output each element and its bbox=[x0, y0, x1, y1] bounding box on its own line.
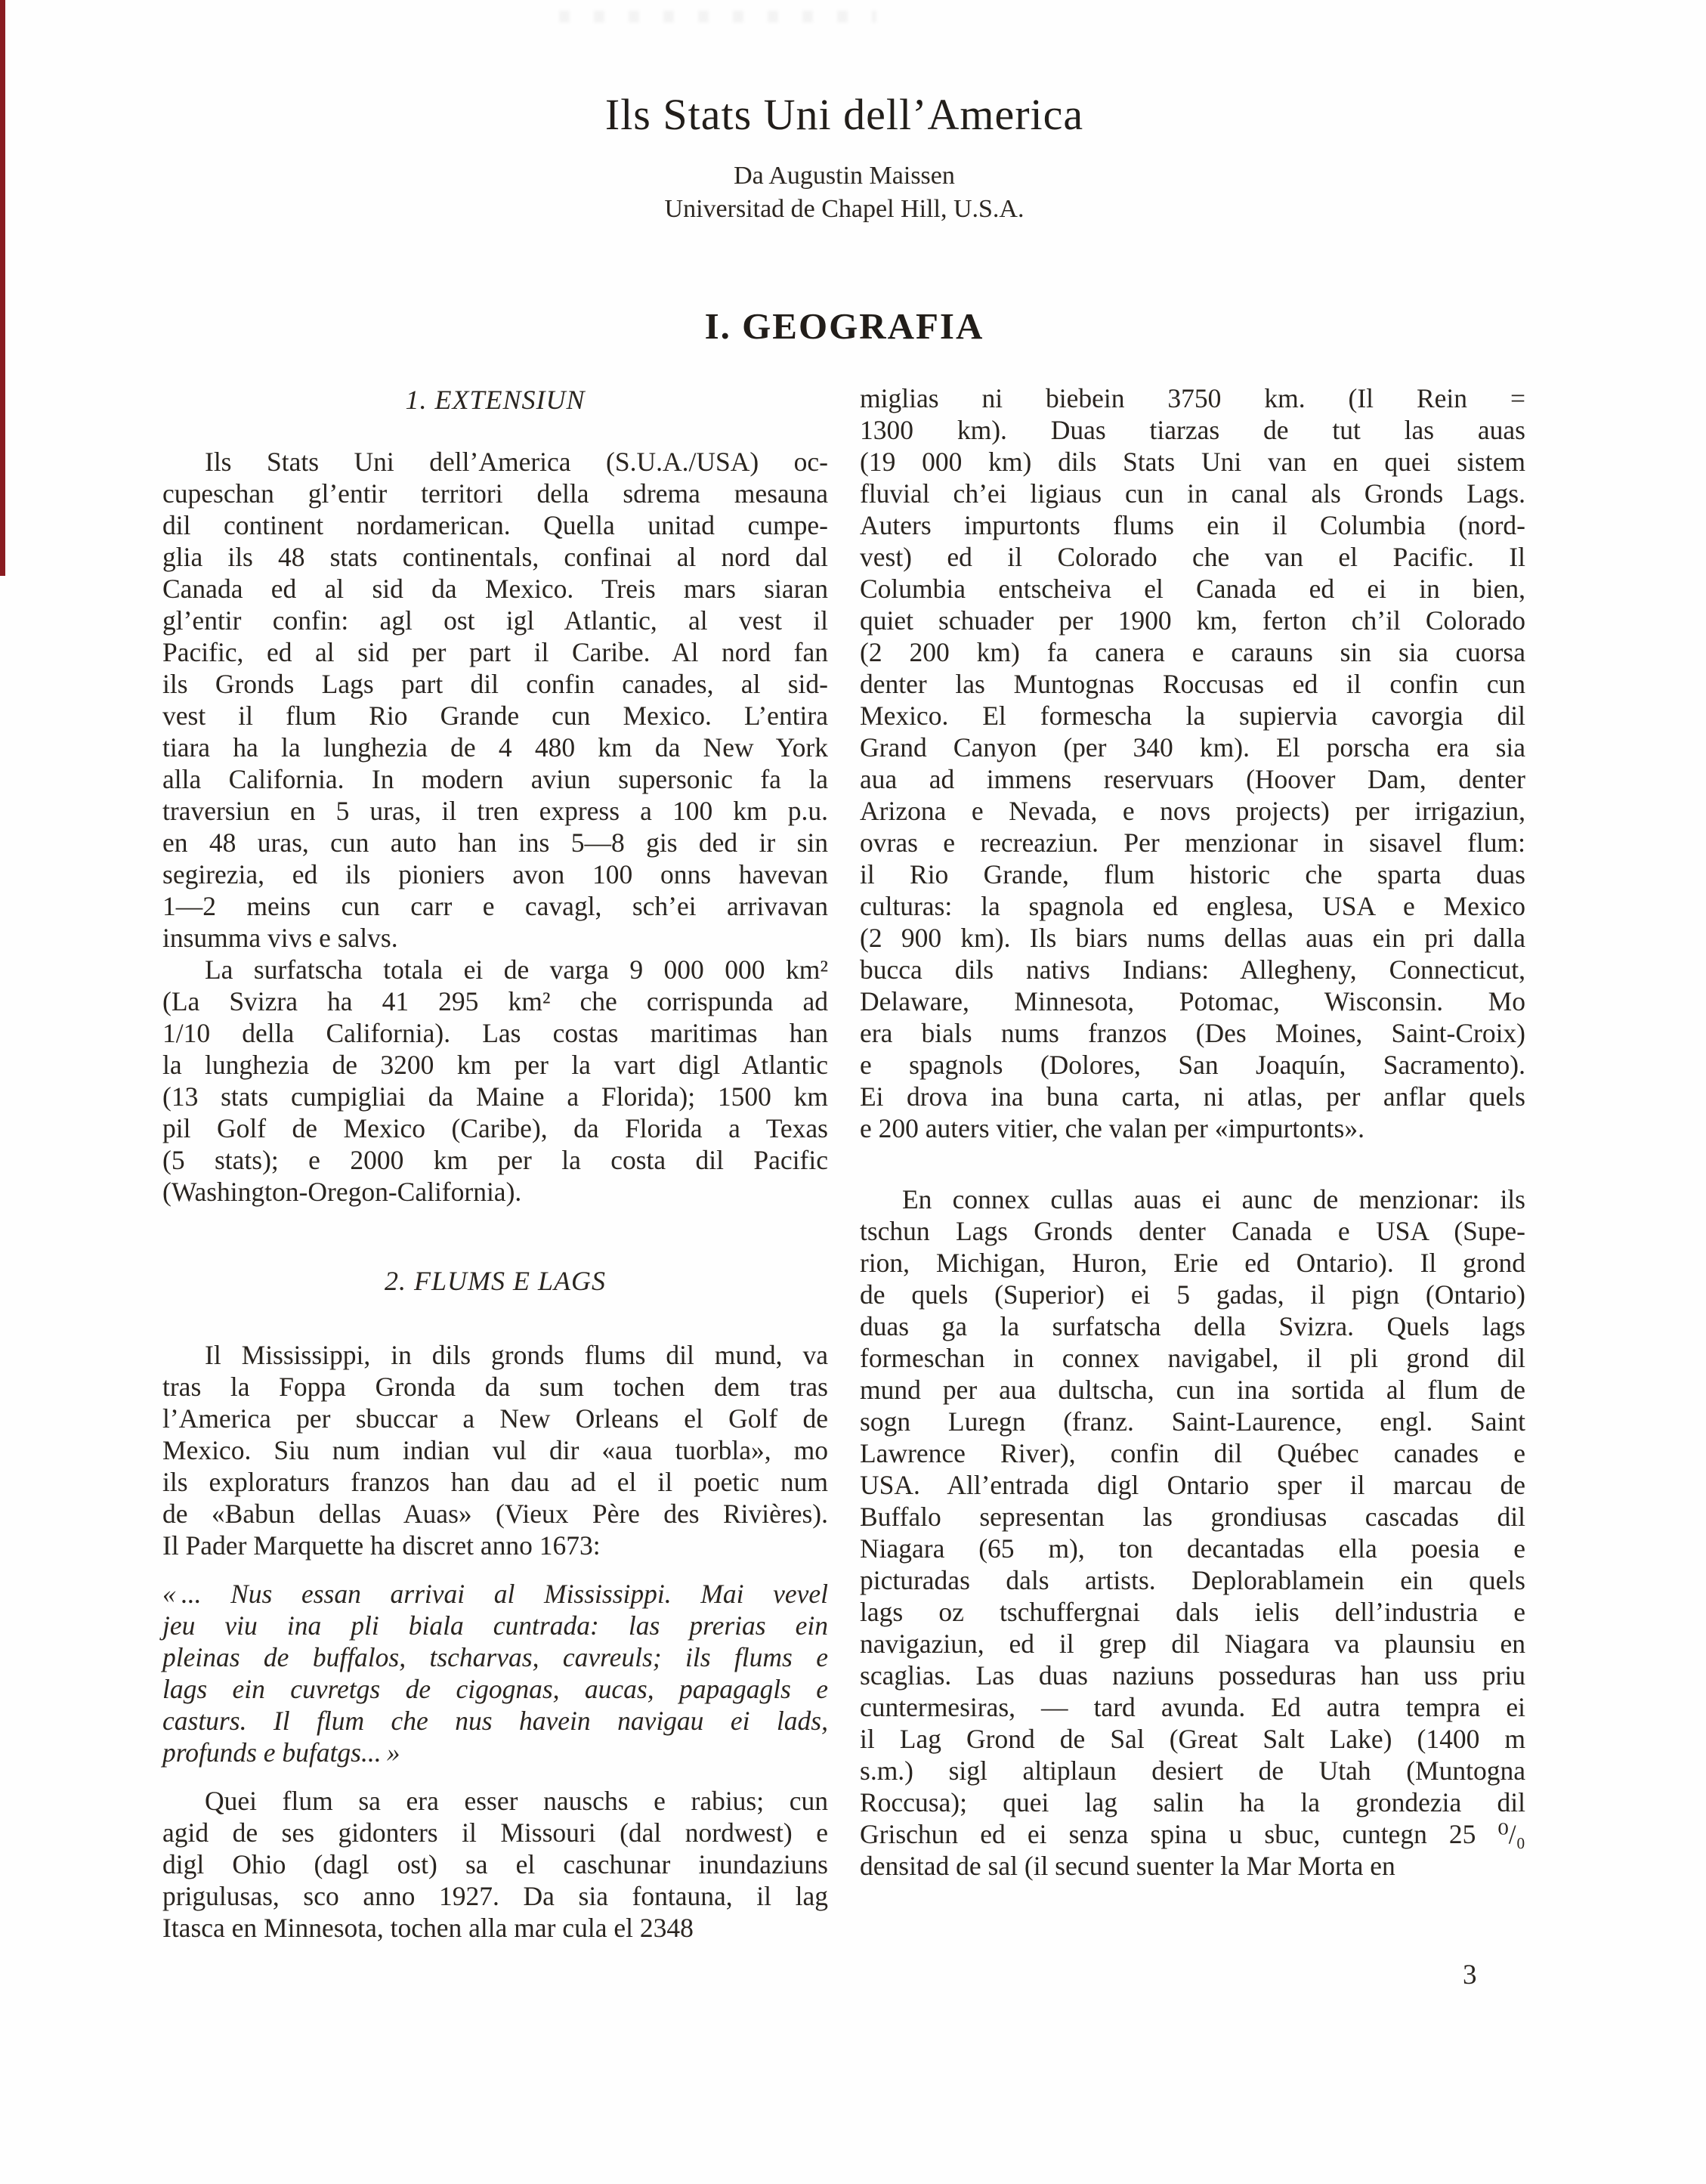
left-column bbox=[162, 382, 828, 1944]
text-line: denter las Muntognas Roccusas ed il confin cun bbox=[860, 669, 1525, 699]
text-line: pil Golf de Mexico (Caribe), da Florida a Texas bbox=[162, 1113, 828, 1143]
text-line: Auters impurtonts flums ein il Columbia (nord- bbox=[860, 510, 1525, 540]
text-line: 1—2 meins cun carr e cavagl, sch’ei arrivavan bbox=[162, 891, 828, 921]
text-line: Ils Stats Uni dell’America (S.U.A./USA) oc- bbox=[205, 447, 828, 477]
text-line: vest) ed il Colorado che van el Pacific. Il bbox=[860, 542, 1525, 572]
text-line: (19 000 km) dils Stats Uni van en quei sistem bbox=[860, 447, 1525, 477]
text-line: ovras e recreaziun. Per menzionar in sisavel flum: bbox=[860, 828, 1525, 858]
text-line: vest il flum Rio Grande cun Mexico. L’entira bbox=[162, 701, 828, 731]
text-line: era bials nums franzos (Des Moines, Saint-Croix) bbox=[860, 1018, 1525, 1048]
text-line: Itasca en Minnesota, tochen alla mar cula el 2348 bbox=[162, 1913, 694, 1943]
text-line: Lawrence River), confin dil Québec canades e bbox=[860, 1438, 1525, 1468]
author-byline: Da Augustin Maissen bbox=[734, 162, 955, 190]
text-line: quiet schuader per 1900 km, ferton ch’il Colorado bbox=[860, 605, 1525, 636]
text-line: Columbia entscheiva el Canada ed ei in bien, bbox=[860, 574, 1525, 604]
column-subheading: 2. FLUMS E LAGS bbox=[385, 1266, 606, 1296]
text-line: culturas: la spagnola ed englesa, USA e Mexico bbox=[860, 891, 1525, 921]
body-paragraph bbox=[162, 954, 828, 1208]
text-line: sogn Luregn (franz. Saint-Laurence, engl. Saint bbox=[860, 1406, 1525, 1437]
text-line: traversiun en 5 uras, il tren express a 100 km p.u. bbox=[162, 796, 828, 826]
section-heading-geografia: I. GEOGRAFIA bbox=[704, 305, 984, 347]
text-line: « ... Nus essan arrivai al Mississippi. Mai vevel bbox=[162, 1579, 828, 1609]
text-line: en 48 uras, cun auto han ins 5—8 gis ded ir sin bbox=[162, 828, 828, 858]
text-line: Arizona e Nevada, e novs projects) per irrigaziun, bbox=[860, 796, 1525, 826]
text-line: ils Gronds Lags part dil confin canades, al sid- bbox=[162, 669, 828, 699]
text-line: lags ein cuvretgs de cigognas, aucas, papagagls e bbox=[162, 1674, 828, 1704]
text-line: rion, Michigan, Huron, Erie ed Ontario). Il grond bbox=[860, 1248, 1525, 1278]
text-line: En connex cullas auas ei aunc de menzionar: ils bbox=[902, 1184, 1525, 1214]
text-line: Il Pader Marquette ha discret anno 1673: bbox=[162, 1530, 601, 1561]
text-line: 1/10 della California). Las costas maritimas han bbox=[162, 1018, 828, 1048]
text-line: tiara ha la lunghezia de 4 480 km da New York bbox=[162, 732, 828, 763]
body-paragraph bbox=[860, 1183, 1525, 1882]
text-line: Canada ed al sid da Mexico. Treis mars siaran bbox=[162, 574, 828, 604]
text-line: Grischun ed ei senza spina u sbuc, cuntegn 25 ⁰/₀ bbox=[860, 1819, 1525, 1849]
text-line: e 200 auters vitier, che valan per «impurtonts». bbox=[860, 1113, 1364, 1143]
text-line: Mexico. Siu num indian vul dir «aua tuorbla», mo bbox=[162, 1435, 828, 1465]
text-line: segirezia, ed ils pioniers avon 100 onns havevan bbox=[162, 859, 828, 889]
text-line: picturadas dals artists. Deplorablamein ein quels bbox=[860, 1565, 1525, 1595]
page-number: 3 bbox=[1463, 1960, 1477, 1991]
text-line: e spagnols (Dolores, San Joaquín, Sacramento). bbox=[860, 1050, 1525, 1080]
text-line: tschun Lags Gronds denter Canada e USA (Supe- bbox=[860, 1216, 1525, 1246]
text-line: scaglias. Las duas naziuns posseduras han uss priu bbox=[860, 1660, 1525, 1691]
text-line: densitad de sal (il secund suenter la Mar Morta en bbox=[860, 1851, 1395, 1881]
body-paragraph bbox=[860, 382, 1525, 1144]
body-paragraph bbox=[162, 1339, 828, 1561]
text-line: Delaware, Minnesota, Potomac, Wisconsin. Mo bbox=[860, 986, 1525, 1016]
text-line: (13 stats cumpigliai da Maine a Florida); 1500 km bbox=[162, 1081, 828, 1112]
text-line: s.m.) sigl altiplaun desiert de Utah (Muntogna bbox=[860, 1756, 1525, 1786]
text-line: duas ga la surfatscha della Svizra. Quels lags bbox=[860, 1311, 1525, 1341]
text-line: agid de ses gidonters il Missouri (dal nordwest) e bbox=[162, 1817, 828, 1848]
text-line: Grand Canyon (per 340 km). El porscha era sia bbox=[860, 732, 1525, 763]
text-line: insumma vivs e salvs. bbox=[162, 923, 398, 953]
text-line: casturs. Il flum che nus havein navigau ei lads, bbox=[162, 1706, 828, 1736]
text-line: de «Babun dellas Auas» (Vieux Père des Rivières). bbox=[162, 1499, 828, 1529]
text-line: alla California. In modern aviun supersonic fa la bbox=[162, 764, 828, 794]
text-line: miglias ni biebein 3750 km. (Il Rein = bbox=[860, 383, 1525, 413]
text-line: Il Mississippi, in dils gronds flums dil mund, va bbox=[205, 1340, 828, 1370]
text-line: ils exploraturs franzos han dau ad el il poetic num bbox=[162, 1467, 828, 1497]
page-title: Ils Stats Uni dell’America bbox=[604, 90, 1084, 139]
text-line: USA. All’entrada digl Ontario sper il marcau de bbox=[860, 1470, 1525, 1500]
text-line: Ei drova ina buna carta, ni atlas, per anflar quels bbox=[860, 1081, 1525, 1112]
text-line: cupeschan gl’entir territori della sdrema mesauna bbox=[162, 478, 828, 509]
text-line: il Lag Grond de Sal (Great Salt Lake) (1400 m bbox=[860, 1724, 1525, 1754]
text-line: cuntermesiras, — tard avunda. Ed autra tempra ei bbox=[860, 1692, 1525, 1722]
text-line: fluvial ch’ei ligiaus cun in canal als Gronds Lags. bbox=[860, 478, 1525, 509]
text-line: glia ils 48 stats continentals, confinai al nord dal bbox=[162, 542, 828, 572]
text-line: Roccusa); quei lag salin ha la grondezia dil bbox=[860, 1787, 1525, 1817]
text-line: (5 stats); e 2000 km per la costa dil Pacific bbox=[162, 1145, 828, 1175]
text-line: prigulusas, sco anno 1927. Da sia fontauna, il lag bbox=[162, 1881, 828, 1911]
text-line: l’America per sbuccar a New Orleans el Golf de bbox=[162, 1403, 828, 1434]
text-line: 1300 km). Duas tiarzas de tut las auas bbox=[860, 415, 1525, 445]
text-line: bucca dils nativs Indians: Allegheny, Connecticut, bbox=[860, 954, 1525, 985]
text-line: pleinas de buffalos, tscharvas, cavreuls; ils flums e bbox=[162, 1642, 828, 1672]
quote-paragraph bbox=[162, 1578, 828, 1768]
text-line: La surfatscha totala ei de varga 9 000 000 km² bbox=[205, 954, 828, 985]
right-column bbox=[860, 382, 1525, 1944]
text-line: lags oz tschuffergnai dals ielis dell’industria e bbox=[860, 1597, 1525, 1627]
text-line: (Washington-Oregon-California). bbox=[162, 1177, 522, 1207]
text-line: Mexico. El formescha la supiervia cavorgia dil bbox=[860, 701, 1525, 731]
scan-edge-bar bbox=[0, 0, 5, 576]
text-line: la lunghezia de 3200 km per la vart digl Atlantic bbox=[162, 1050, 828, 1080]
text-line: gl’entir confin: agl ost igl Atlantic, al vest il bbox=[162, 605, 828, 636]
text-line: navigaziun, ed il grep dil Niagara va plaunsiu en bbox=[860, 1629, 1525, 1659]
text-line: (2 900 km). Ils biars nums dellas auas ein pri dalla bbox=[860, 923, 1525, 953]
text-line: mund per aua dultscha, cun ina sortida al flum de bbox=[860, 1375, 1525, 1405]
text-line: Buffalo sepresentan las grondiusas cascadas dil bbox=[860, 1502, 1525, 1532]
page-content bbox=[162, 0, 1526, 1944]
text-line: profunds e bufatgs... » bbox=[162, 1737, 400, 1768]
text-line: (2 200 km) fa canera e carauns sin sia cuorsa bbox=[860, 637, 1525, 667]
text-line: Pacific, ed al sid per part il Caribe. Al nord fan bbox=[162, 637, 828, 667]
body-paragraph bbox=[162, 1785, 828, 1944]
text-line: jeu viu ina pli biala cuntrada: las prerias ein bbox=[162, 1610, 828, 1641]
column-subheading: 1. EXTENSIUN bbox=[405, 385, 586, 415]
text-line: de quels (Superior) ei 5 gadas, il pign (Ontario) bbox=[860, 1279, 1525, 1310]
text-line: Niagara (65 m), ton decantadas ella poesia e bbox=[860, 1533, 1525, 1564]
text-line: digl Ohio (dagl ost) sa el caschunar inundaziuns bbox=[162, 1849, 828, 1879]
two-column-text bbox=[162, 382, 1526, 1944]
text-line: il Rio Grande, flum historic che sparta duas bbox=[860, 859, 1525, 889]
text-line: tras la Foppa Gronda da sum tochen dem tras bbox=[162, 1372, 828, 1402]
text-line: (La Svizra ha 41 295 km² che corrispunda ad bbox=[162, 986, 828, 1016]
text-line: dil continent nordamerican. Quella unitad cumpe- bbox=[162, 510, 828, 540]
text-line: aua ad immens reservuars (Hoover Dam, denter bbox=[860, 764, 1525, 794]
body-paragraph bbox=[162, 446, 828, 954]
text-line: Quei flum sa era esser nauschs e rabius; cun bbox=[205, 1786, 828, 1816]
affiliation-byline: Universitad de Chapel Hill, U.S.A. bbox=[664, 195, 1025, 223]
text-line: formeschan in connex navigabel, il pli grond dil bbox=[860, 1343, 1525, 1373]
